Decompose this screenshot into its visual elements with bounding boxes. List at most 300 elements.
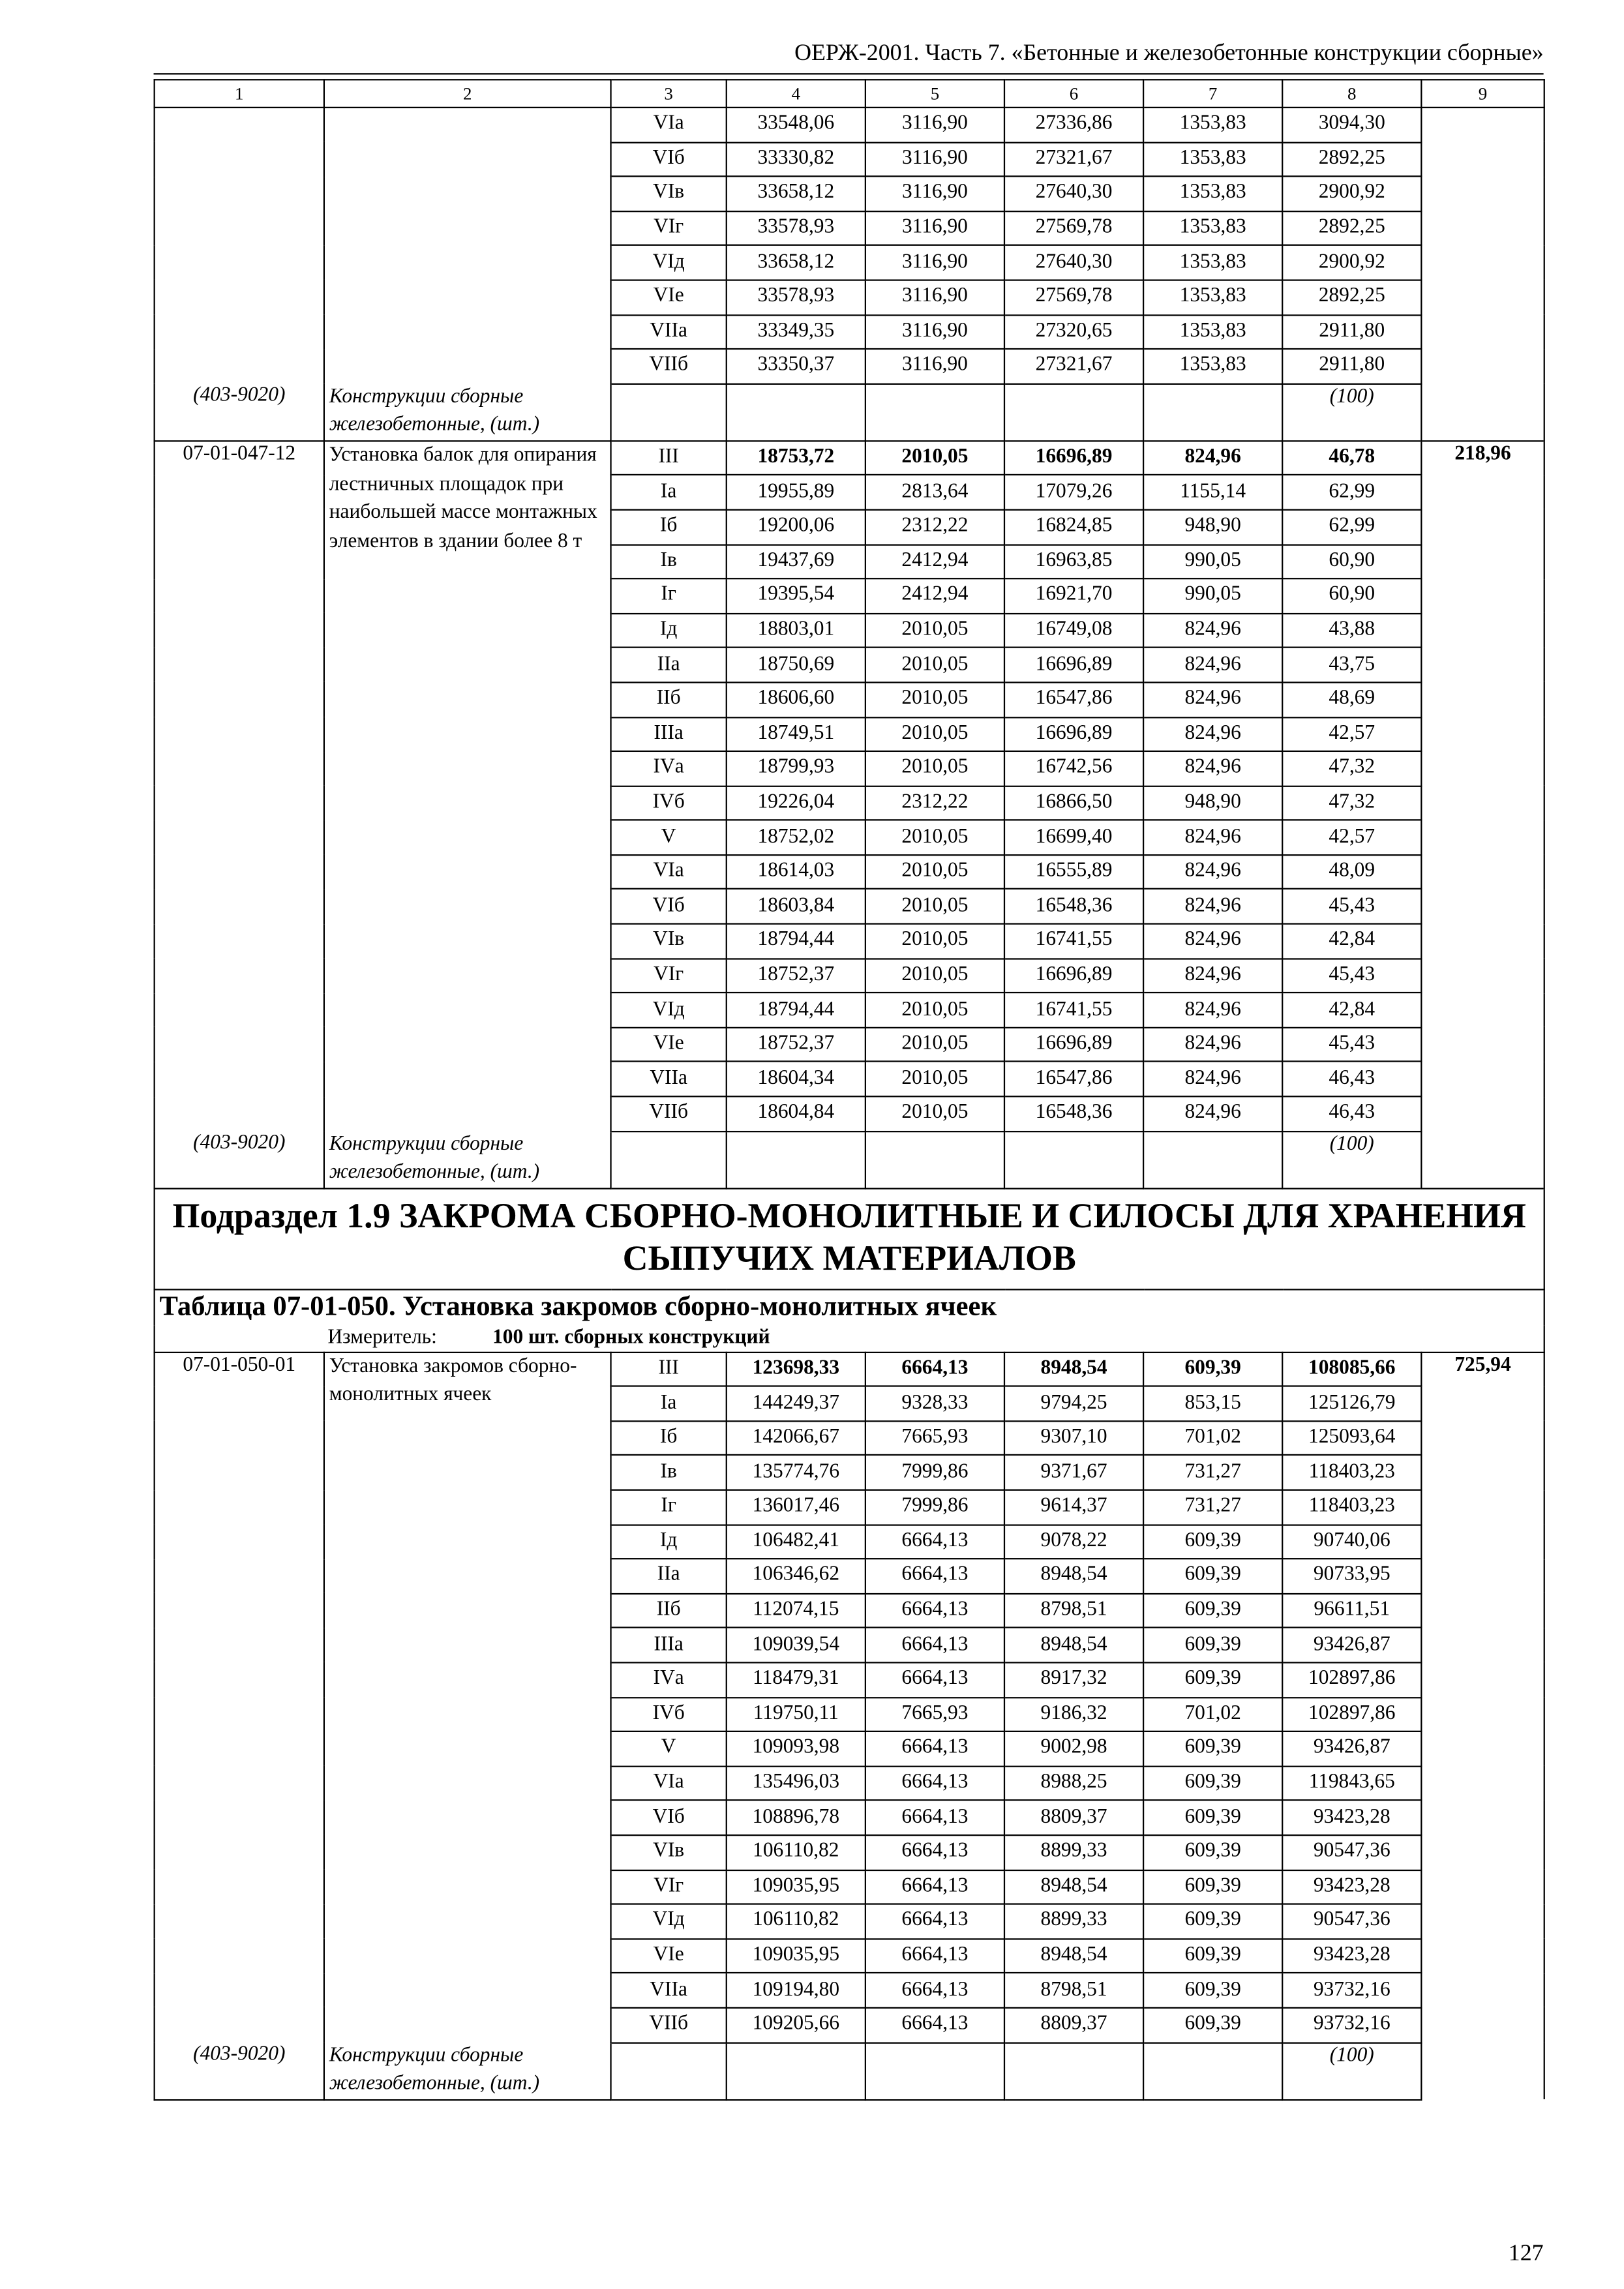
- resource-description: Конструкции сборные железобетонные, (шт.): [324, 1131, 611, 1188]
- value-cell: 731,27: [1143, 1490, 1282, 1525]
- value-cell: 8948,54: [1004, 1870, 1143, 1904]
- value-cell: 2900,92: [1282, 246, 1421, 280]
- column-number: 7: [1143, 80, 1282, 108]
- zone-cell: VIб: [611, 1801, 727, 1835]
- value-cell: 27336,86: [1004, 108, 1143, 142]
- value-cell: 42,57: [1282, 717, 1421, 751]
- value-cell: 2010,05: [865, 1028, 1004, 1062]
- value-cell: 27321,67: [1004, 142, 1143, 177]
- zone-cell: V: [611, 820, 727, 855]
- empty-cell: [1143, 383, 1282, 440]
- column-number: 8: [1282, 80, 1421, 108]
- value-cell: 8809,37: [1004, 2008, 1143, 2042]
- resource-quantity: (100): [1282, 383, 1421, 440]
- zone-cell: Iд: [611, 1525, 727, 1559]
- value-cell: 19437,69: [727, 545, 865, 579]
- empty-cell: [1004, 383, 1143, 440]
- zone-cell: IVб: [611, 1697, 727, 1731]
- value-cell: 135774,76: [727, 1456, 865, 1490]
- value-cell: 824,96: [1143, 682, 1282, 717]
- value-cell: 3116,90: [865, 142, 1004, 177]
- value-cell: 47,32: [1282, 751, 1421, 786]
- value-cell: 19200,06: [727, 510, 865, 545]
- value-cell: 609,39: [1143, 1525, 1282, 1559]
- value-cell: 27320,65: [1004, 314, 1143, 349]
- value-cell: 6664,13: [865, 1939, 1004, 1973]
- value-cell: 27569,78: [1004, 280, 1143, 315]
- value-cell: 2813,64: [865, 475, 1004, 510]
- value-cell: 9186,32: [1004, 1697, 1143, 1731]
- value-cell: 93423,28: [1282, 1870, 1421, 1904]
- empty-cell: [727, 2042, 865, 2099]
- value-cell: 2010,05: [865, 993, 1004, 1028]
- item-code: [155, 108, 324, 383]
- value-cell: 6664,13: [865, 1904, 1004, 1939]
- value-cell: 112074,15: [727, 1594, 865, 1628]
- value-cell: 7999,86: [865, 1456, 1004, 1490]
- zone-cell: Iв: [611, 1456, 727, 1490]
- resource-quantity: (100): [1282, 1131, 1421, 1188]
- value-cell: 109035,95: [727, 1939, 865, 1973]
- value-cell: 18803,01: [727, 613, 865, 648]
- value-cell: 6664,13: [865, 1835, 1004, 1870]
- value-cell: 18614,03: [727, 855, 865, 890]
- value-cell: 8899,33: [1004, 1904, 1143, 1939]
- value-cell: 18752,02: [727, 820, 865, 855]
- value-cell: 2911,80: [1282, 314, 1421, 349]
- value-cell: 109093,98: [727, 1731, 865, 1766]
- value-cell: 18749,51: [727, 717, 865, 751]
- value-cell: 18799,93: [727, 751, 865, 786]
- zone-cell: Iб: [611, 510, 727, 545]
- value-cell: 609,39: [1143, 1801, 1282, 1835]
- value-cell: 1353,83: [1143, 349, 1282, 383]
- zone-cell: IIIа: [611, 1628, 727, 1662]
- empty-cell: [1004, 1131, 1143, 1188]
- value-cell: 3116,90: [865, 246, 1004, 280]
- zone-cell: VIе: [611, 280, 727, 315]
- value-cell: 118479,31: [727, 1662, 865, 1697]
- value-cell: 9078,22: [1004, 1525, 1143, 1559]
- value-cell: 33548,06: [727, 108, 865, 142]
- resource-quantity: (100): [1282, 2042, 1421, 2099]
- value-cell: 90547,36: [1282, 1904, 1421, 1939]
- value-cell: 9794,25: [1004, 1386, 1143, 1421]
- value-cell: 33578,93: [727, 280, 865, 315]
- value-cell: 6664,13: [865, 1628, 1004, 1662]
- value-cell: 119750,11: [727, 1697, 865, 1731]
- running-header: ОЕРЖ-2001. Часть 7. «Бетонные и железобетонные конструкции сборные»: [794, 40, 1544, 66]
- zone-cell: VIIб: [611, 349, 727, 383]
- value-cell: 824,96: [1143, 1062, 1282, 1096]
- value-cell: 9328,33: [865, 1386, 1004, 1421]
- zone-cell: VIб: [611, 890, 727, 924]
- zone-cell: VIг: [611, 211, 727, 246]
- zone-cell: VIе: [611, 1028, 727, 1062]
- value-cell: 27640,30: [1004, 177, 1143, 211]
- value-cell: 609,39: [1143, 1904, 1282, 1939]
- value-cell: 33330,82: [727, 142, 865, 177]
- value-cell: 2911,80: [1282, 349, 1421, 383]
- empty-cell: [611, 2042, 727, 2099]
- empty-cell: [865, 383, 1004, 440]
- value-cell: 2412,94: [865, 578, 1004, 613]
- value-cell: 16824,85: [1004, 510, 1143, 545]
- value-cell: 16741,55: [1004, 993, 1143, 1028]
- resource-code: (403-9020): [155, 1131, 324, 1188]
- item-description: Установка закромов сборно-монолитных ячеек: [324, 1352, 611, 2042]
- empty-cell: [727, 383, 865, 440]
- value-cell: 27321,67: [1004, 349, 1143, 383]
- item-description: Установка балок для опирания лестничных площадок при наибольшей массе монтажных элементов в здании более 8 т: [324, 441, 611, 1131]
- value-cell: 990,05: [1143, 545, 1282, 579]
- value-cell: 16548,36: [1004, 890, 1143, 924]
- column-9-value: 218,96: [1421, 441, 1544, 1188]
- value-cell: 824,96: [1143, 648, 1282, 682]
- value-cell: 18752,37: [727, 959, 865, 993]
- zone-cell: VIв: [611, 924, 727, 959]
- value-cell: 824,96: [1143, 613, 1282, 648]
- table-row: [155, 108, 1544, 142]
- value-cell: 16749,08: [1004, 613, 1143, 648]
- value-cell: 1155,14: [1143, 475, 1282, 510]
- meter-row: [155, 1325, 1544, 1353]
- value-cell: 62,99: [1282, 510, 1421, 545]
- zone-cell: III: [611, 441, 727, 475]
- value-cell: 93423,28: [1282, 1939, 1421, 1973]
- zone-cell: VIа: [611, 108, 727, 142]
- value-cell: 27640,30: [1004, 246, 1143, 280]
- value-cell: 3116,90: [865, 177, 1004, 211]
- value-cell: 2312,22: [865, 510, 1004, 545]
- empty-cell: [727, 1131, 865, 1188]
- value-cell: 102897,86: [1282, 1662, 1421, 1697]
- value-cell: 1353,83: [1143, 246, 1282, 280]
- value-cell: 8798,51: [1004, 1594, 1143, 1628]
- value-cell: 33658,12: [727, 177, 865, 211]
- zone-cell: Iа: [611, 1386, 727, 1421]
- zone-cell: VIб: [611, 142, 727, 177]
- meter-label: Измеритель:: [327, 1326, 437, 1349]
- value-cell: 18750,69: [727, 648, 865, 682]
- value-cell: 609,39: [1143, 2008, 1282, 2042]
- value-cell: 824,96: [1143, 1096, 1282, 1131]
- value-cell: 43,75: [1282, 648, 1421, 682]
- value-cell: 16696,89: [1004, 717, 1143, 751]
- resource-description: Конструкции сборные железобетонные, (шт.): [324, 383, 611, 440]
- column-9-value: 725,94: [1421, 1352, 1544, 2099]
- value-cell: 8948,54: [1004, 1628, 1143, 1662]
- value-cell: 18604,84: [727, 1096, 865, 1131]
- header-rule: [154, 73, 1544, 74]
- subsection-title: Подраздел 1.9 ЗАКРОМА СБОРНО-МОНОЛИТНЫЕ И СИЛОСЫ ДЛЯ ХРАНЕНИЯ СЫПУЧИХ МАТЕРИАЛОВ: [155, 1188, 1544, 1289]
- value-cell: 16547,86: [1004, 1062, 1143, 1096]
- value-cell: 18606,60: [727, 682, 865, 717]
- value-cell: 3094,30: [1282, 108, 1421, 142]
- value-cell: 7999,86: [865, 1490, 1004, 1525]
- resource-footer-row: [155, 1131, 1544, 1188]
- value-cell: 2010,05: [865, 613, 1004, 648]
- value-cell: 8899,33: [1004, 1835, 1143, 1870]
- value-cell: 2010,05: [865, 682, 1004, 717]
- value-cell: 19395,54: [727, 578, 865, 613]
- zone-cell: VIа: [611, 855, 727, 890]
- resource-footer-row: [155, 2042, 1544, 2099]
- value-cell: 19955,89: [727, 475, 865, 510]
- value-cell: 824,96: [1143, 751, 1282, 786]
- value-cell: 3116,90: [865, 211, 1004, 246]
- zone-cell: Iв: [611, 545, 727, 579]
- zone-cell: V: [611, 1731, 727, 1766]
- value-cell: 93426,87: [1282, 1628, 1421, 1662]
- value-cell: 135496,03: [727, 1766, 865, 1801]
- value-cell: 144249,37: [727, 1386, 865, 1421]
- column-number: 6: [1004, 80, 1143, 108]
- value-cell: 6664,13: [865, 1559, 1004, 1594]
- value-cell: 62,99: [1282, 475, 1421, 510]
- value-cell: 2010,05: [865, 855, 1004, 890]
- zone-cell: VIIа: [611, 1973, 727, 2008]
- value-cell: 1353,83: [1143, 280, 1282, 315]
- zone-cell: VIв: [611, 1835, 727, 1870]
- value-cell: 701,02: [1143, 1421, 1282, 1456]
- value-cell: 47,32: [1282, 786, 1421, 820]
- value-cell: 106482,41: [727, 1525, 865, 1559]
- value-cell: 6664,13: [865, 1525, 1004, 1559]
- value-cell: 17079,26: [1004, 475, 1143, 510]
- value-cell: 60,90: [1282, 545, 1421, 579]
- table-title: Таблица 07-01-050. Установка закромов сборно-монолитных ячеек: [155, 1289, 1544, 1325]
- value-cell: 45,43: [1282, 959, 1421, 993]
- value-cell: 2010,05: [865, 1062, 1004, 1096]
- value-cell: 3116,90: [865, 349, 1004, 383]
- value-cell: 6664,13: [865, 1594, 1004, 1628]
- value-cell: 8948,54: [1004, 1352, 1143, 1386]
- column-number: 1: [155, 80, 324, 108]
- zone-cell: IIб: [611, 1594, 727, 1628]
- value-cell: 42,57: [1282, 820, 1421, 855]
- value-cell: 108085,66: [1282, 1352, 1421, 1386]
- value-cell: 48,09: [1282, 855, 1421, 890]
- value-cell: 3116,90: [865, 314, 1004, 349]
- value-cell: 2010,05: [865, 441, 1004, 475]
- item-code: 07-01-047-12: [155, 441, 324, 1131]
- value-cell: 18753,72: [727, 441, 865, 475]
- value-cell: 1353,83: [1143, 314, 1282, 349]
- value-cell: 16696,89: [1004, 959, 1143, 993]
- zone-cell: IIIа: [611, 717, 727, 751]
- value-cell: 19226,04: [727, 786, 865, 820]
- subsection-row: [155, 1188, 1544, 1289]
- value-cell: 1353,83: [1143, 177, 1282, 211]
- zone-cell: VIд: [611, 246, 727, 280]
- value-cell: 1353,83: [1143, 211, 1282, 246]
- value-cell: 16866,50: [1004, 786, 1143, 820]
- value-cell: 2010,05: [865, 1096, 1004, 1131]
- value-cell: 16963,85: [1004, 545, 1143, 579]
- empty-cell: [865, 1131, 1004, 1188]
- column-number-row: [155, 80, 1544, 108]
- column-number: 9: [1421, 80, 1544, 108]
- value-cell: 2010,05: [865, 890, 1004, 924]
- value-cell: 6664,13: [865, 1352, 1004, 1386]
- value-cell: 9002,98: [1004, 1731, 1143, 1766]
- value-cell: 45,43: [1282, 1028, 1421, 1062]
- value-cell: 33578,93: [727, 211, 865, 246]
- meter-line: [155, 1325, 1544, 1353]
- value-cell: 16547,86: [1004, 682, 1143, 717]
- value-cell: 16741,55: [1004, 924, 1143, 959]
- value-cell: 609,39: [1143, 1973, 1282, 2008]
- value-cell: 90547,36: [1282, 1835, 1421, 1870]
- value-cell: 609,39: [1143, 1939, 1282, 1973]
- value-cell: 701,02: [1143, 1697, 1282, 1731]
- zone-cell: VIа: [611, 1766, 727, 1801]
- value-cell: 6664,13: [865, 1731, 1004, 1766]
- zone-cell: IVа: [611, 1662, 727, 1697]
- empty-cell: [1004, 2042, 1143, 2099]
- value-cell: 2892,25: [1282, 211, 1421, 246]
- page-number: 127: [1508, 2241, 1544, 2266]
- column-number: 5: [865, 80, 1004, 108]
- value-cell: 824,96: [1143, 820, 1282, 855]
- zone-cell: VIIа: [611, 314, 727, 349]
- zone-cell: Iд: [611, 613, 727, 648]
- value-cell: 8917,32: [1004, 1662, 1143, 1697]
- value-cell: 824,96: [1143, 890, 1282, 924]
- value-cell: 824,96: [1143, 441, 1282, 475]
- value-cell: 2010,05: [865, 959, 1004, 993]
- column-number: 2: [324, 80, 611, 108]
- value-cell: 16696,89: [1004, 648, 1143, 682]
- value-cell: 7665,93: [865, 1421, 1004, 1456]
- value-cell: 33658,12: [727, 246, 865, 280]
- zone-cell: Iб: [611, 1421, 727, 1456]
- value-cell: 6664,13: [865, 1973, 1004, 2008]
- value-cell: 948,90: [1143, 786, 1282, 820]
- value-cell: 109035,95: [727, 1870, 865, 1904]
- value-cell: 108896,78: [727, 1801, 865, 1835]
- value-cell: 16921,70: [1004, 578, 1143, 613]
- value-cell: 16696,89: [1004, 1028, 1143, 1062]
- value-cell: 109205,66: [727, 2008, 865, 2042]
- value-cell: 16548,36: [1004, 1096, 1143, 1131]
- value-cell: 824,96: [1143, 1028, 1282, 1062]
- value-cell: 2010,05: [865, 820, 1004, 855]
- value-cell: 96611,51: [1282, 1594, 1421, 1628]
- value-cell: 18794,44: [727, 993, 865, 1028]
- value-cell: 16699,40: [1004, 820, 1143, 855]
- zone-cell: IVб: [611, 786, 727, 820]
- value-cell: 8988,25: [1004, 1766, 1143, 1801]
- item-description: [324, 108, 611, 383]
- value-cell: 609,39: [1143, 1352, 1282, 1386]
- value-cell: 9371,67: [1004, 1456, 1143, 1490]
- value-cell: 45,43: [1282, 890, 1421, 924]
- value-cell: 48,69: [1282, 682, 1421, 717]
- value-cell: 109194,80: [727, 1973, 865, 2008]
- zone-cell: VIд: [611, 993, 727, 1028]
- value-cell: 609,39: [1143, 1594, 1282, 1628]
- value-cell: 609,39: [1143, 1731, 1282, 1766]
- value-cell: 8809,37: [1004, 1801, 1143, 1835]
- value-cell: 16696,89: [1004, 441, 1143, 475]
- value-cell: 90733,95: [1282, 1559, 1421, 1594]
- item-code: 07-01-050-01: [155, 1352, 324, 2042]
- value-cell: 93423,28: [1282, 1801, 1421, 1835]
- value-cell: 46,43: [1282, 1062, 1421, 1096]
- zone-cell: VIд: [611, 1904, 727, 1939]
- zone-cell: IVа: [611, 751, 727, 786]
- value-cell: 2892,25: [1282, 280, 1421, 315]
- value-cell: 824,96: [1143, 855, 1282, 890]
- value-cell: 9614,37: [1004, 1490, 1143, 1525]
- value-cell: 609,39: [1143, 1835, 1282, 1870]
- value-cell: 3116,90: [865, 280, 1004, 315]
- value-cell: 42,84: [1282, 924, 1421, 959]
- value-cell: 2900,92: [1282, 177, 1421, 211]
- table-title-row: [155, 1289, 1544, 1325]
- value-cell: 2010,05: [865, 717, 1004, 751]
- empty-cell: [1143, 1131, 1282, 1188]
- value-cell: 18752,37: [727, 1028, 865, 1062]
- table-row: [155, 1352, 1544, 1386]
- resource-code: (403-9020): [155, 2042, 324, 2099]
- value-cell: 990,05: [1143, 578, 1282, 613]
- value-cell: 609,39: [1143, 1662, 1282, 1697]
- zone-cell: III: [611, 1352, 727, 1386]
- value-cell: 609,39: [1143, 1628, 1282, 1662]
- table-row: [155, 441, 1544, 475]
- value-cell: 60,90: [1282, 578, 1421, 613]
- value-cell: 609,39: [1143, 1870, 1282, 1904]
- value-cell: 6664,13: [865, 1766, 1004, 1801]
- value-cell: 8798,51: [1004, 1973, 1143, 2008]
- empty-cell: [611, 383, 727, 440]
- value-cell: 2010,05: [865, 751, 1004, 786]
- zone-cell: VIг: [611, 959, 727, 993]
- value-cell: 609,39: [1143, 1559, 1282, 1594]
- value-cell: 948,90: [1143, 510, 1282, 545]
- value-cell: 18794,44: [727, 924, 865, 959]
- value-cell: 609,39: [1143, 1766, 1282, 1801]
- value-cell: 42,84: [1282, 993, 1421, 1028]
- value-cell: 2412,94: [865, 545, 1004, 579]
- value-cell: 2010,05: [865, 648, 1004, 682]
- value-cell: 109039,54: [727, 1628, 865, 1662]
- value-cell: 6664,13: [865, 1801, 1004, 1835]
- column-number: 3: [611, 80, 727, 108]
- value-cell: 125126,79: [1282, 1386, 1421, 1421]
- value-cell: 2312,22: [865, 786, 1004, 820]
- value-cell: 93732,16: [1282, 1973, 1421, 2008]
- value-cell: 1353,83: [1143, 108, 1282, 142]
- value-cell: 93732,16: [1282, 2008, 1421, 2042]
- value-cell: 106110,82: [727, 1904, 865, 1939]
- value-cell: 18604,34: [727, 1062, 865, 1096]
- zone-cell: VIIа: [611, 1062, 727, 1096]
- value-cell: 33349,35: [727, 314, 865, 349]
- value-cell: 33350,37: [727, 349, 865, 383]
- value-cell: 824,96: [1143, 959, 1282, 993]
- resource-code: (403-9020): [155, 383, 324, 440]
- value-cell: 118403,23: [1282, 1490, 1421, 1525]
- value-cell: 2892,25: [1282, 142, 1421, 177]
- empty-cell: [1143, 2042, 1282, 2099]
- value-cell: 119843,65: [1282, 1766, 1421, 1801]
- value-cell: 46,43: [1282, 1096, 1421, 1131]
- resource-description: Конструкции сборные железобетонные, (шт.): [324, 2042, 611, 2099]
